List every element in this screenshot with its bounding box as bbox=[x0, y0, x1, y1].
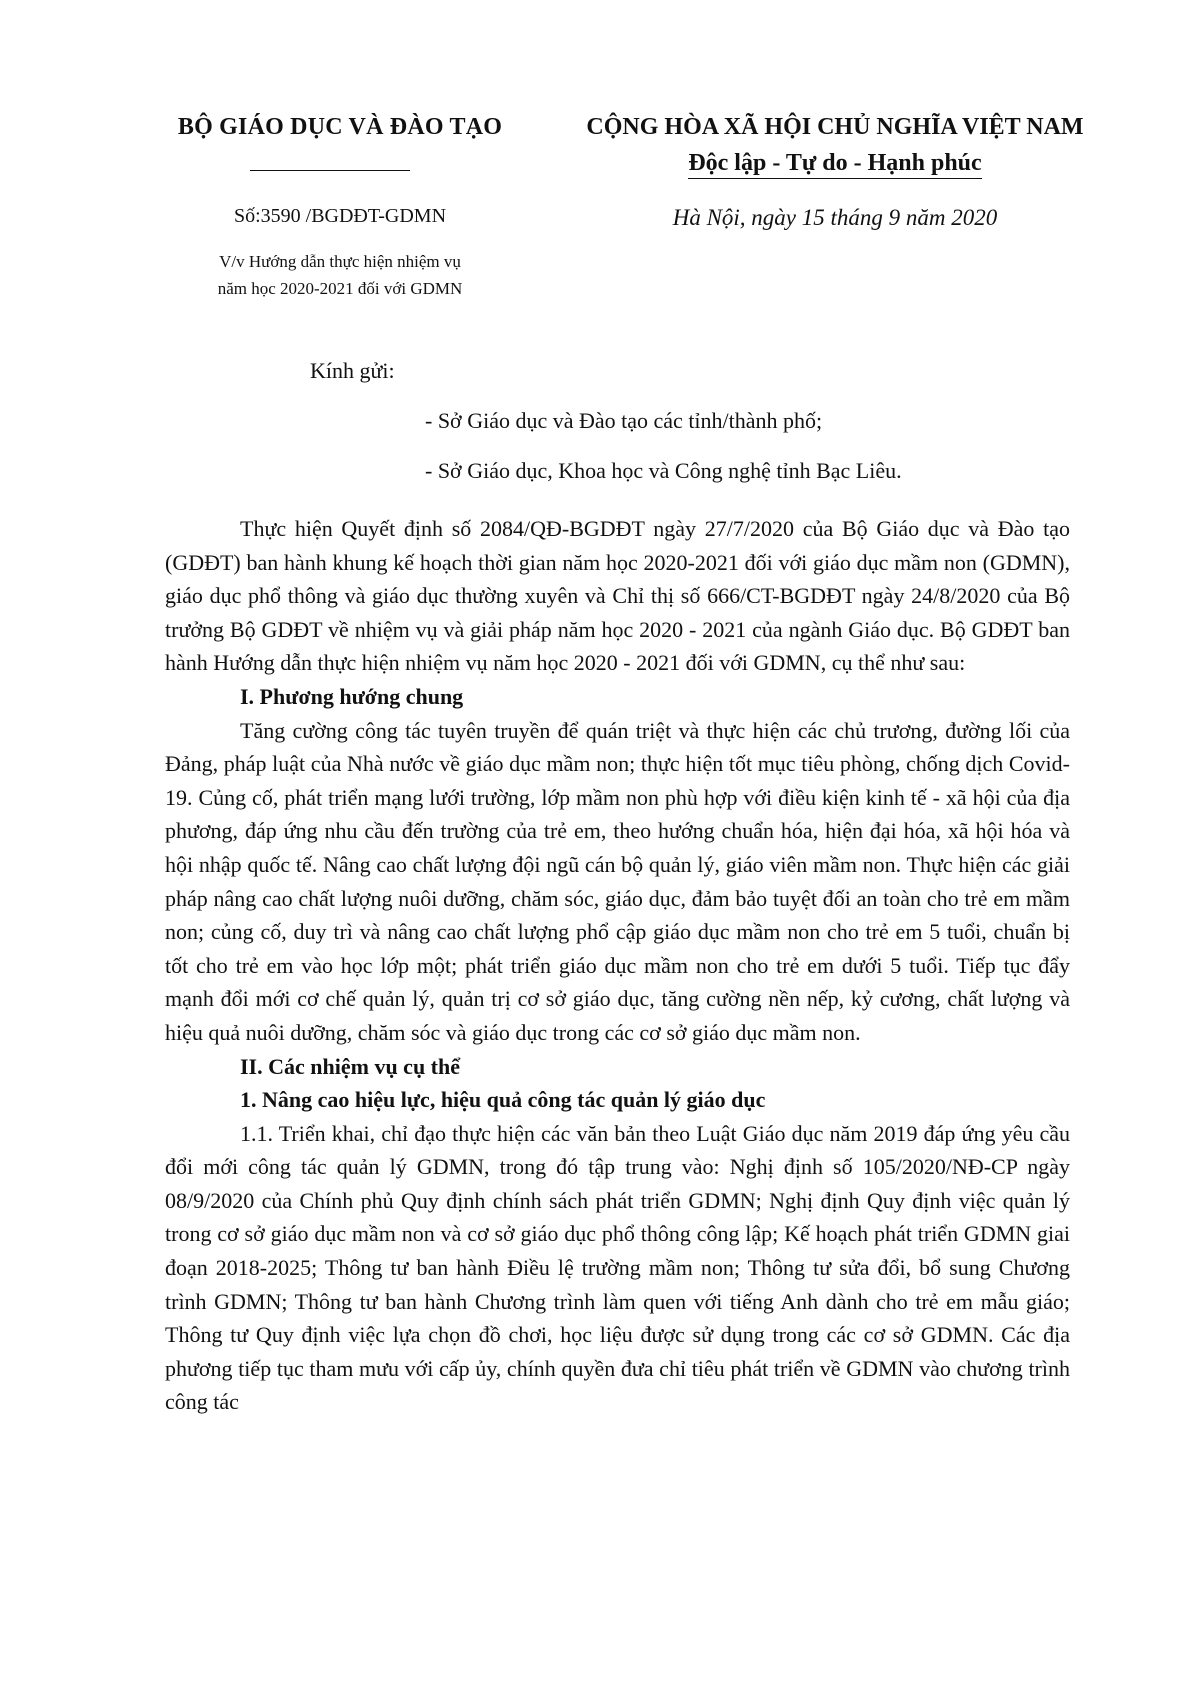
subject-line-1: V/v Hướng dẫn thực hiện nhiệm vụ bbox=[219, 252, 461, 271]
intro-paragraph: Thực hiện Quyết định số 2084/QĐ-BGDĐT ngày 27/7/2020 của Bộ Giáo dục và Đào tạo (GDĐT) ban hành khung kế hoạch thời gian năm học 2020-2021 đối với giáo dục mầm non (GDMN), giáo dục phổ thông và giáo dục thường xuyên và Chỉ thị số 666/CT-BGDĐT ngày 24/8/2020 của Bộ trưởng Bộ GDĐT về nhiệm vụ và giải pháp năm học 2020 - 2021 của ngành Giáo dục. Bộ GDĐT ban hành Hướng dẫn thực hiện nhiệm vụ năm học 2020 - 2021 đối với GDMN, cụ thể như sau: bbox=[165, 516, 1070, 676]
recipient-1: - Sở Giáo dục và Đào tạo các tỉnh/thành phố; bbox=[425, 408, 823, 433]
national-title: CỘNG HÒA XÃ HỘI CHỦ NGHĨA VIỆT NAM bbox=[586, 114, 1084, 140]
subsection-heading-1: 1. Nâng cao hiệu lực, hiệu quả công tác quản lý giáo dục bbox=[240, 1087, 766, 1113]
document-subject bbox=[150, 248, 530, 302]
section-heading-2: II. Các nhiệm vụ cụ thể bbox=[240, 1053, 461, 1079]
document-body bbox=[165, 512, 1070, 1419]
recipient-2: - Sở Giáo dục, Khoa học và Công nghệ tỉnh Bạc Liêu. bbox=[425, 458, 902, 483]
task-paragraph-1-1: 1.1. Triển khai, chỉ đạo thực hiện các văn bản theo Luật Giáo dục năm 2019 đáp ứng yêu cầu đổi mới công tác quản lý GDMN, trong đó tập trung vào: Nghị định số 105/2020/NĐ-CP ngày 08/9/2020 của Chính phủ Quy định chính sách phát triển GDMN; Nghị định Quy định việc quản lý trong cơ sở giáo dục mầm non và cơ sở giáo dục phổ thông công lập; Kế hoạch phát triển GDMN giai đoạn 2018-2025; Thông tư ban hành Điều lệ trường mầm non; Thông tư sửa đổi, bổ sung Chương trình GDMN; Thông tư ban hành Chương trình làm quen với tiếng Anh dành cho trẻ em mẫu giáo; Thông tư Quy định việc lựa chọn đồ chơi, học liệu được sử dụng trong các cơ sở GDMN. Các địa phương tiếp tục tham mưu với cấp ủy, chính quyền đưa chỉ tiêu phát triển về GDMN vào chương trình công tác bbox=[165, 1120, 1070, 1415]
subject-line-2: năm học 2020-2021 đối với GDMN bbox=[217, 279, 463, 298]
general-direction-paragraph: Tăng cường công tác tuyên truyền để quán triệt và thực hiện các chủ trương, đường lối của Đảng, pháp luật của Nhà nước về giáo dục mầm non; thực hiện tốt mục tiêu phòng, chống dịch Covid-19. Củng cố, phát triển mạng lưới trường, lớp mầm non phù hợp với điều kiện kinh tế - xã hội của địa phương, đáp ứng nhu cầu đến trường của trẻ em, theo hướng chuẩn hóa, hiện đại hóa, xã hội hóa và hội nhập quốc tế. Nâng cao chất lượng đội ngũ cán bộ quản lý, giáo viên mầm non. Thực hiện các giải pháp nâng cao chất lượng nuôi dưỡng, chăm sóc, giáo dục, đảm bảo tuyệt đối an toàn cho trẻ em mầm non; củng cố, duy trì và nâng cao chất lượng phổ cập giáo dục mầm non cho trẻ em 5 tuổi, chuẩn bị tốt cho trẻ em vào học lớp một; phát triển giáo dục mầm non cho trẻ em dưới 5 tuổi. Tiếp tục đẩy mạnh đổi mới cơ chế quản lý, quản trị cơ sở giáo dục, tăng cường nền nếp, kỷ cương, chất lượng và hiệu quả nuôi dưỡng, chăm sóc và giáo dục trong các cơ sở giáo dục mầm non. bbox=[165, 717, 1070, 1045]
section-heading-1: I. Phương hướng chung bbox=[240, 683, 464, 709]
agency-underline bbox=[250, 170, 410, 171]
document-number: Số:3590 /BGDĐT-GDMN bbox=[233, 205, 447, 227]
motto-text: Độc lập - Tự do - Hạnh phúc bbox=[688, 150, 981, 179]
national-motto bbox=[555, 150, 1115, 177]
salutation: Kính gửi: bbox=[310, 358, 395, 383]
issuing-agency: BỘ GIÁO DỤC VÀ ĐÀO TẠO bbox=[177, 114, 503, 140]
issue-date: Hà Nội, ngày 15 tháng 9 năm 2020 bbox=[672, 205, 998, 230]
